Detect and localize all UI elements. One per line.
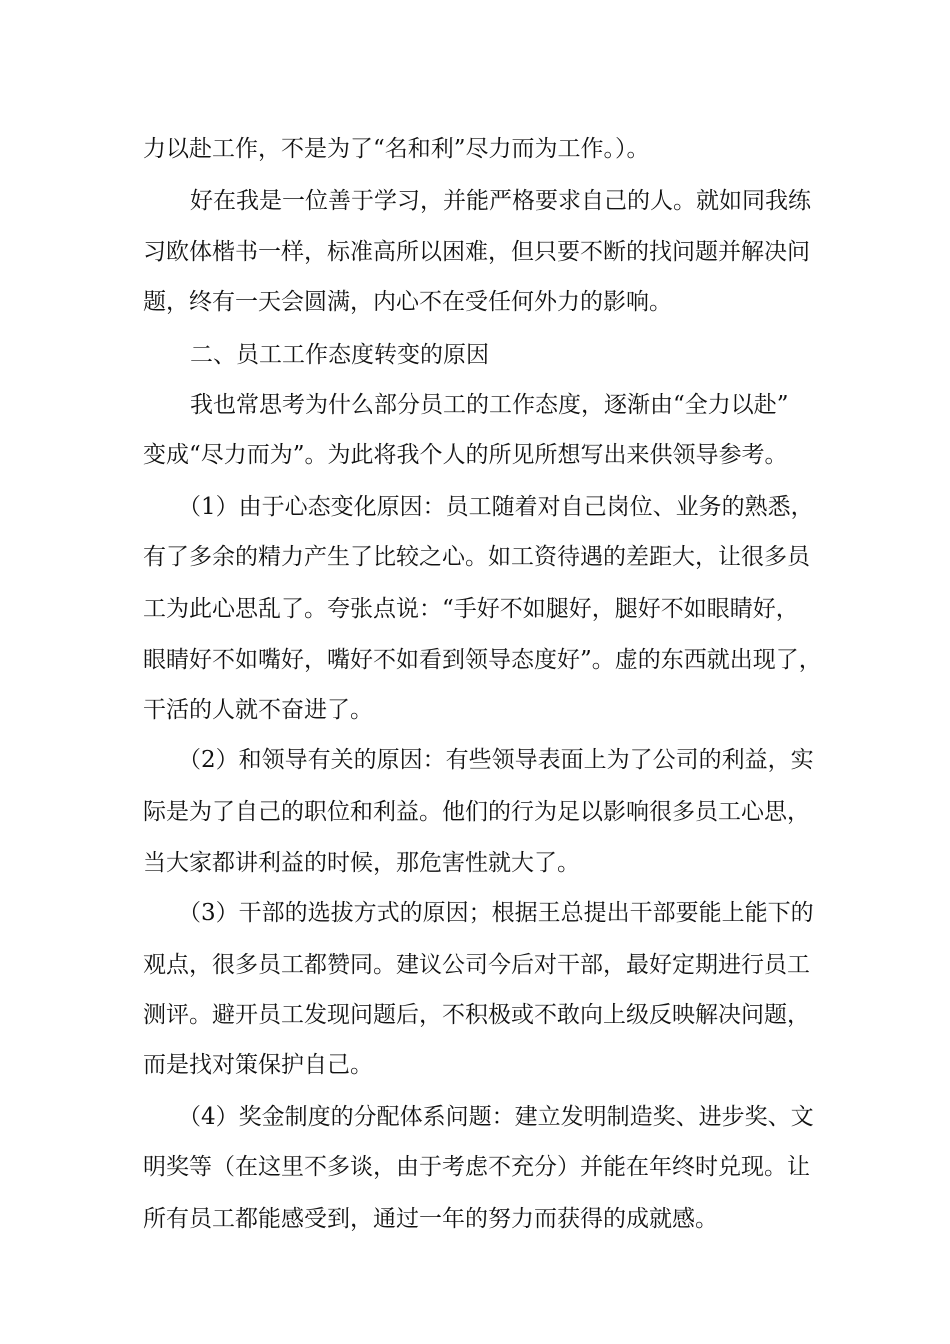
section-heading: 二、员工工作态度转变的原因 bbox=[190, 342, 489, 368]
list-item-line: （4）奖金制度的分配体系问题：建立发明制造奖、进步奖、文 bbox=[178, 1104, 814, 1130]
list-item-line: （1）由于心态变化原因：员工随着对自己岗位、业务的熟悉， bbox=[178, 494, 814, 520]
text-line: 干活的人就不奋进了。 bbox=[143, 697, 373, 723]
text-line: 所有员工都能感受到，通过一年的努力而获得的成就感。 bbox=[143, 1206, 718, 1232]
text-line: 变成“尽力而为”。为此将我个人的所见所想写出来供领导参考。 bbox=[143, 442, 788, 468]
text-line: 当大家都讲利益的时候，那危害性就大了。 bbox=[143, 850, 580, 876]
text-line: 而是找对策保护自己。 bbox=[143, 1052, 373, 1078]
paragraph-line: 好在我是一位善于学习，并能严格要求自己的人。就如同我练 bbox=[190, 188, 811, 214]
list-item-line: （2）和领导有关的原因：有些领导表面上为了公司的利益，实 bbox=[178, 747, 814, 773]
text-line: 有了多余的精力产生了比较之心。如工资待遇的差距大，让很多员 bbox=[143, 544, 810, 570]
text-line: 题，终有一天会圆满，内心不在受任何外力的影响。 bbox=[143, 289, 672, 315]
text-line: 际是为了自己的职位和利益。他们的行为足以影响很多员工心思， bbox=[143, 799, 810, 825]
text-line: 观点，很多员工都赞同。建议公司今后对干部，最好定期进行员工 bbox=[143, 952, 810, 978]
text-line: 测评。避开员工发现问题后，不积极或不敢向上级反映解决问题， bbox=[143, 1002, 810, 1028]
text-line: 眼睛好不如嘴好，嘴好不如看到领导态度好”。虚的东西就出现了， bbox=[143, 647, 822, 673]
paragraph-line: 我也常思考为什么部分员工的工作态度，逐渐由“全力以赴” bbox=[190, 392, 789, 418]
list-item-line: （3）干部的选拔方式的原因；根据王总提出干部要能上能下的 bbox=[178, 900, 814, 926]
text-line: 明奖等（在这里不多谈，由于考虑不充分）并能在年终时兑现。让 bbox=[143, 1154, 810, 1180]
text-line: 力以赴工作，不是为了“名和利”尽力而为工作。）。 bbox=[143, 136, 650, 162]
text-line: 工为此心思乱了。夸张点说：“手好不如腿好，腿好不如眼睛好， bbox=[143, 596, 799, 622]
text-line: 习欧体楷书一样，标准高所以困难，但只要不断的找问题并解决问 bbox=[143, 239, 810, 265]
